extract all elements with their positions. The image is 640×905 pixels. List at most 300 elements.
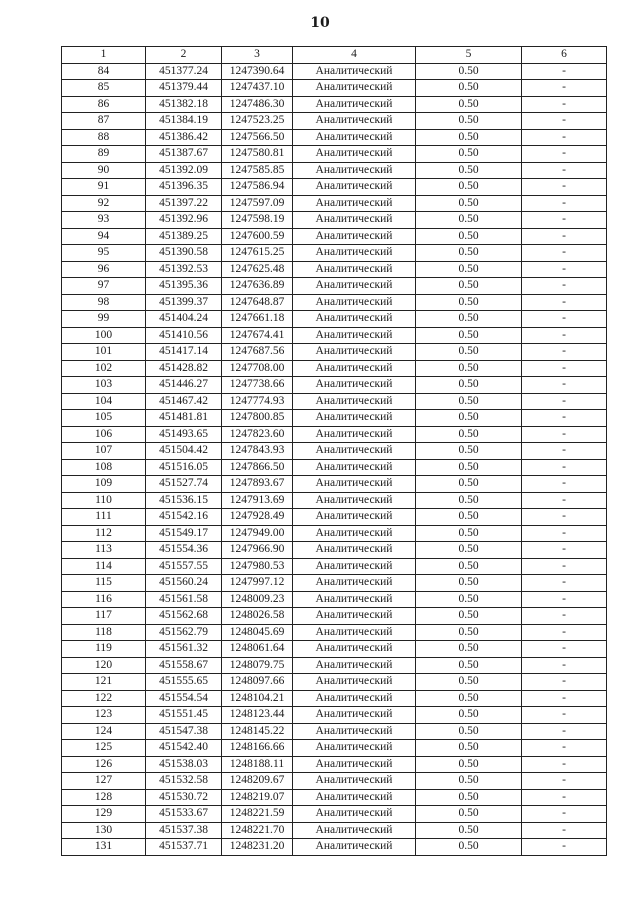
y-coordinate-cell: 1247997.12 xyxy=(222,575,293,592)
x-coordinate-cell: 451551.45 xyxy=(146,707,222,724)
y-coordinate-cell: 1247636.89 xyxy=(222,278,293,295)
x-coordinate-cell: 451558.67 xyxy=(146,657,222,674)
header-cell-1: 1 xyxy=(62,47,146,64)
point-number-cell: 115 xyxy=(62,575,146,592)
method-cell: Аналитический xyxy=(293,839,416,856)
table-row xyxy=(62,195,607,212)
method-cell: Аналитический xyxy=(293,96,416,113)
x-coordinate-cell: 451554.36 xyxy=(146,542,222,559)
note-cell: - xyxy=(522,740,607,757)
method-cell: Аналитический xyxy=(293,146,416,163)
table-row xyxy=(62,756,607,773)
header-cell-2: 2 xyxy=(146,47,222,64)
method-cell: Аналитический xyxy=(293,690,416,707)
method-cell: Аналитический xyxy=(293,113,416,130)
point-number-cell: 103 xyxy=(62,377,146,394)
point-number-cell: 104 xyxy=(62,393,146,410)
accuracy-cell: 0.50 xyxy=(416,690,522,707)
table-row xyxy=(62,525,607,542)
method-cell: Аналитический xyxy=(293,740,416,757)
x-coordinate-cell: 451561.58 xyxy=(146,591,222,608)
table-row xyxy=(62,261,607,278)
header-cell-5: 5 xyxy=(416,47,522,64)
method-cell: Аналитический xyxy=(293,674,416,691)
y-coordinate-cell: 1247585.85 xyxy=(222,162,293,179)
y-coordinate-cell: 1247625.48 xyxy=(222,261,293,278)
method-cell: Аналитический xyxy=(293,377,416,394)
method-cell: Аналитический xyxy=(293,657,416,674)
point-number-cell: 125 xyxy=(62,740,146,757)
point-number-cell: 85 xyxy=(62,80,146,97)
method-cell: Аналитический xyxy=(293,410,416,427)
note-cell: - xyxy=(522,129,607,146)
coordinates-table-container xyxy=(61,46,607,856)
note-cell: - xyxy=(522,377,607,394)
y-coordinate-cell: 1248188.11 xyxy=(222,756,293,773)
x-coordinate-cell: 451386.42 xyxy=(146,129,222,146)
y-coordinate-cell: 1247823.60 xyxy=(222,426,293,443)
y-coordinate-cell: 1247708.00 xyxy=(222,360,293,377)
note-cell: - xyxy=(522,822,607,839)
accuracy-cell: 0.50 xyxy=(416,179,522,196)
point-number-cell: 110 xyxy=(62,492,146,509)
point-number-cell: 116 xyxy=(62,591,146,608)
point-number-cell: 92 xyxy=(62,195,146,212)
accuracy-cell: 0.50 xyxy=(416,443,522,460)
note-cell: - xyxy=(522,410,607,427)
x-coordinate-cell: 451395.36 xyxy=(146,278,222,295)
y-coordinate-cell: 1247648.87 xyxy=(222,294,293,311)
table-row xyxy=(62,558,607,575)
y-coordinate-cell: 1248045.69 xyxy=(222,624,293,641)
point-number-cell: 86 xyxy=(62,96,146,113)
accuracy-cell: 0.50 xyxy=(416,294,522,311)
x-coordinate-cell: 451392.96 xyxy=(146,212,222,229)
accuracy-cell: 0.50 xyxy=(416,674,522,691)
table-row xyxy=(62,608,607,625)
note-cell: - xyxy=(522,344,607,361)
method-cell: Аналитический xyxy=(293,80,416,97)
x-coordinate-cell: 451399.37 xyxy=(146,294,222,311)
table-row xyxy=(62,129,607,146)
note-cell: - xyxy=(522,393,607,410)
note-cell: - xyxy=(522,657,607,674)
point-number-cell: 101 xyxy=(62,344,146,361)
point-number-cell: 88 xyxy=(62,129,146,146)
note-cell: - xyxy=(522,624,607,641)
accuracy-cell: 0.50 xyxy=(416,773,522,790)
y-coordinate-cell: 1248104.21 xyxy=(222,690,293,707)
table-row xyxy=(62,344,607,361)
note-cell: - xyxy=(522,509,607,526)
accuracy-cell: 0.50 xyxy=(416,96,522,113)
x-coordinate-cell: 451504.42 xyxy=(146,443,222,460)
table-row xyxy=(62,591,607,608)
table-row xyxy=(62,327,607,344)
accuracy-cell: 0.50 xyxy=(416,311,522,328)
method-cell: Аналитический xyxy=(293,443,416,460)
method-cell: Аналитический xyxy=(293,608,416,625)
table-header xyxy=(62,47,607,64)
method-cell: Аналитический xyxy=(293,63,416,80)
point-number-cell: 100 xyxy=(62,327,146,344)
table-row xyxy=(62,509,607,526)
note-cell: - xyxy=(522,558,607,575)
x-coordinate-cell: 451557.55 xyxy=(146,558,222,575)
x-coordinate-cell: 451554.54 xyxy=(146,690,222,707)
point-number-cell: 129 xyxy=(62,806,146,823)
x-coordinate-cell: 451561.32 xyxy=(146,641,222,658)
x-coordinate-cell: 451562.68 xyxy=(146,608,222,625)
accuracy-cell: 0.50 xyxy=(416,839,522,856)
accuracy-cell: 0.50 xyxy=(416,558,522,575)
point-number-cell: 94 xyxy=(62,228,146,245)
accuracy-cell: 0.50 xyxy=(416,63,522,80)
note-cell: - xyxy=(522,492,607,509)
accuracy-cell: 0.50 xyxy=(416,476,522,493)
note-cell: - xyxy=(522,294,607,311)
x-coordinate-cell: 451377.24 xyxy=(146,63,222,80)
table-row xyxy=(62,443,607,460)
point-number-cell: 127 xyxy=(62,773,146,790)
x-coordinate-cell: 451392.09 xyxy=(146,162,222,179)
method-cell: Аналитический xyxy=(293,278,416,295)
y-coordinate-cell: 1247598.19 xyxy=(222,212,293,229)
accuracy-cell: 0.50 xyxy=(416,575,522,592)
x-coordinate-cell: 451516.05 xyxy=(146,459,222,476)
table-row xyxy=(62,723,607,740)
y-coordinate-cell: 1247600.59 xyxy=(222,228,293,245)
note-cell: - xyxy=(522,426,607,443)
y-coordinate-cell: 1247687.56 xyxy=(222,344,293,361)
method-cell: Аналитический xyxy=(293,195,416,212)
x-coordinate-cell: 451379.44 xyxy=(146,80,222,97)
method-cell: Аналитический xyxy=(293,426,416,443)
point-number-cell: 97 xyxy=(62,278,146,295)
method-cell: Аналитический xyxy=(293,294,416,311)
method-cell: Аналитический xyxy=(293,542,416,559)
table-row xyxy=(62,476,607,493)
point-number-cell: 102 xyxy=(62,360,146,377)
note-cell: - xyxy=(522,179,607,196)
note-cell: - xyxy=(522,443,607,460)
note-cell: - xyxy=(522,591,607,608)
y-coordinate-cell: 1247597.09 xyxy=(222,195,293,212)
table-row xyxy=(62,311,607,328)
table-row xyxy=(62,773,607,790)
point-number-cell: 99 xyxy=(62,311,146,328)
point-number-cell: 126 xyxy=(62,756,146,773)
method-cell: Аналитический xyxy=(293,822,416,839)
y-coordinate-cell: 1247913.69 xyxy=(222,492,293,509)
table-row xyxy=(62,393,607,410)
method-cell: Аналитический xyxy=(293,476,416,493)
point-number-cell: 105 xyxy=(62,410,146,427)
y-coordinate-cell: 1248221.70 xyxy=(222,822,293,839)
x-coordinate-cell: 451481.81 xyxy=(146,410,222,427)
y-coordinate-cell: 1248123.44 xyxy=(222,707,293,724)
accuracy-cell: 0.50 xyxy=(416,212,522,229)
x-coordinate-cell: 451538.03 xyxy=(146,756,222,773)
y-coordinate-cell: 1247661.18 xyxy=(222,311,293,328)
y-coordinate-cell: 1247437.10 xyxy=(222,80,293,97)
note-cell: - xyxy=(522,707,607,724)
table-body xyxy=(62,63,607,855)
note-cell: - xyxy=(522,327,607,344)
table-row xyxy=(62,624,607,641)
accuracy-cell: 0.50 xyxy=(416,360,522,377)
accuracy-cell: 0.50 xyxy=(416,129,522,146)
x-coordinate-cell: 451417.14 xyxy=(146,344,222,361)
x-coordinate-cell: 451532.58 xyxy=(146,773,222,790)
point-number-cell: 112 xyxy=(62,525,146,542)
page-number: 10 xyxy=(310,15,330,31)
table-row xyxy=(62,575,607,592)
accuracy-cell: 0.50 xyxy=(416,789,522,806)
point-number-cell: 95 xyxy=(62,245,146,262)
method-cell: Аналитический xyxy=(293,723,416,740)
point-number-cell: 109 xyxy=(62,476,146,493)
y-coordinate-cell: 1247966.90 xyxy=(222,542,293,559)
method-cell: Аналитический xyxy=(293,327,416,344)
method-cell: Аналитический xyxy=(293,641,416,658)
note-cell: - xyxy=(522,146,607,163)
table-row xyxy=(62,162,607,179)
point-number-cell: 107 xyxy=(62,443,146,460)
accuracy-cell: 0.50 xyxy=(416,822,522,839)
y-coordinate-cell: 1248166.66 xyxy=(222,740,293,757)
y-coordinate-cell: 1248079.75 xyxy=(222,657,293,674)
accuracy-cell: 0.50 xyxy=(416,80,522,97)
y-coordinate-cell: 1247523.25 xyxy=(222,113,293,130)
method-cell: Аналитический xyxy=(293,591,416,608)
point-number-cell: 117 xyxy=(62,608,146,625)
point-number-cell: 118 xyxy=(62,624,146,641)
accuracy-cell: 0.50 xyxy=(416,624,522,641)
point-number-cell: 108 xyxy=(62,459,146,476)
accuracy-cell: 0.50 xyxy=(416,591,522,608)
point-number-cell: 128 xyxy=(62,789,146,806)
x-coordinate-cell: 451428.82 xyxy=(146,360,222,377)
y-coordinate-cell: 1247390.64 xyxy=(222,63,293,80)
table-row xyxy=(62,113,607,130)
y-coordinate-cell: 1248061.64 xyxy=(222,641,293,658)
y-coordinate-cell: 1247949.00 xyxy=(222,525,293,542)
point-number-cell: 96 xyxy=(62,261,146,278)
y-coordinate-cell: 1247586.94 xyxy=(222,179,293,196)
table-row xyxy=(62,377,607,394)
method-cell: Аналитический xyxy=(293,311,416,328)
note-cell: - xyxy=(522,525,607,542)
y-coordinate-cell: 1247800.85 xyxy=(222,410,293,427)
x-coordinate-cell: 451382.18 xyxy=(146,96,222,113)
method-cell: Аналитический xyxy=(293,707,416,724)
note-cell: - xyxy=(522,608,607,625)
note-cell: - xyxy=(522,113,607,130)
table-row xyxy=(62,690,607,707)
y-coordinate-cell: 1247843.93 xyxy=(222,443,293,460)
y-coordinate-cell: 1247738.66 xyxy=(222,377,293,394)
accuracy-cell: 0.50 xyxy=(416,278,522,295)
x-coordinate-cell: 451389.25 xyxy=(146,228,222,245)
table-row xyxy=(62,674,607,691)
accuracy-cell: 0.50 xyxy=(416,542,522,559)
accuracy-cell: 0.50 xyxy=(416,245,522,262)
y-coordinate-cell: 1248145.22 xyxy=(222,723,293,740)
method-cell: Аналитический xyxy=(293,575,416,592)
note-cell: - xyxy=(522,723,607,740)
point-number-cell: 123 xyxy=(62,707,146,724)
x-coordinate-cell: 451560.24 xyxy=(146,575,222,592)
y-coordinate-cell: 1247674.41 xyxy=(222,327,293,344)
x-coordinate-cell: 451390.58 xyxy=(146,245,222,262)
accuracy-cell: 0.50 xyxy=(416,740,522,757)
accuracy-cell: 0.50 xyxy=(416,228,522,245)
y-coordinate-cell: 1247774.93 xyxy=(222,393,293,410)
table-row xyxy=(62,822,607,839)
x-coordinate-cell: 451555.65 xyxy=(146,674,222,691)
method-cell: Аналитический xyxy=(293,344,416,361)
point-number-cell: 87 xyxy=(62,113,146,130)
accuracy-cell: 0.50 xyxy=(416,410,522,427)
x-coordinate-cell: 451392.53 xyxy=(146,261,222,278)
method-cell: Аналитический xyxy=(293,261,416,278)
x-coordinate-cell: 451387.67 xyxy=(146,146,222,163)
point-number-cell: 98 xyxy=(62,294,146,311)
note-cell: - xyxy=(522,674,607,691)
table-row xyxy=(62,360,607,377)
method-cell: Аналитический xyxy=(293,525,416,542)
y-coordinate-cell: 1247566.50 xyxy=(222,129,293,146)
accuracy-cell: 0.50 xyxy=(416,657,522,674)
accuracy-cell: 0.50 xyxy=(416,459,522,476)
point-number-cell: 111 xyxy=(62,509,146,526)
accuracy-cell: 0.50 xyxy=(416,344,522,361)
note-cell: - xyxy=(522,789,607,806)
x-coordinate-cell: 451396.35 xyxy=(146,179,222,196)
method-cell: Аналитический xyxy=(293,492,416,509)
accuracy-cell: 0.50 xyxy=(416,707,522,724)
y-coordinate-cell: 1248097.66 xyxy=(222,674,293,691)
table-row xyxy=(62,179,607,196)
note-cell: - xyxy=(522,261,607,278)
note-cell: - xyxy=(522,773,607,790)
accuracy-cell: 0.50 xyxy=(416,146,522,163)
note-cell: - xyxy=(522,162,607,179)
method-cell: Аналитический xyxy=(293,228,416,245)
note-cell: - xyxy=(522,459,607,476)
x-coordinate-cell: 451537.38 xyxy=(146,822,222,839)
header-row xyxy=(62,47,607,64)
point-number-cell: 114 xyxy=(62,558,146,575)
point-number-cell: 122 xyxy=(62,690,146,707)
note-cell: - xyxy=(522,476,607,493)
note-cell: - xyxy=(522,311,607,328)
y-coordinate-cell: 1248231.20 xyxy=(222,839,293,856)
coordinates-table xyxy=(61,46,607,856)
x-coordinate-cell: 451527.74 xyxy=(146,476,222,493)
x-coordinate-cell: 451536.15 xyxy=(146,492,222,509)
table-row xyxy=(62,707,607,724)
y-coordinate-cell: 1247866.50 xyxy=(222,459,293,476)
y-coordinate-cell: 1248219.07 xyxy=(222,789,293,806)
header-cell-3: 3 xyxy=(222,47,293,64)
table-row xyxy=(62,789,607,806)
x-coordinate-cell: 451562.79 xyxy=(146,624,222,641)
x-coordinate-cell: 451542.40 xyxy=(146,740,222,757)
note-cell: - xyxy=(522,212,607,229)
x-coordinate-cell: 451404.24 xyxy=(146,311,222,328)
method-cell: Аналитический xyxy=(293,129,416,146)
accuracy-cell: 0.50 xyxy=(416,492,522,509)
table-row xyxy=(62,492,607,509)
accuracy-cell: 0.50 xyxy=(416,393,522,410)
table-row xyxy=(62,245,607,262)
header-cell-6: 6 xyxy=(522,47,607,64)
y-coordinate-cell: 1248009.23 xyxy=(222,591,293,608)
note-cell: - xyxy=(522,690,607,707)
note-cell: - xyxy=(522,575,607,592)
method-cell: Аналитический xyxy=(293,393,416,410)
y-coordinate-cell: 1248209.67 xyxy=(222,773,293,790)
method-cell: Аналитический xyxy=(293,624,416,641)
accuracy-cell: 0.50 xyxy=(416,162,522,179)
table-row xyxy=(62,806,607,823)
note-cell: - xyxy=(522,96,607,113)
x-coordinate-cell: 451542.16 xyxy=(146,509,222,526)
point-number-cell: 131 xyxy=(62,839,146,856)
y-coordinate-cell: 1248221.59 xyxy=(222,806,293,823)
point-number-cell: 113 xyxy=(62,542,146,559)
method-cell: Аналитический xyxy=(293,245,416,262)
note-cell: - xyxy=(522,641,607,658)
table-row xyxy=(62,459,607,476)
table-row xyxy=(62,657,607,674)
accuracy-cell: 0.50 xyxy=(416,327,522,344)
x-coordinate-cell: 451549.17 xyxy=(146,525,222,542)
accuracy-cell: 0.50 xyxy=(416,806,522,823)
y-coordinate-cell: 1247580.81 xyxy=(222,146,293,163)
x-coordinate-cell: 451537.71 xyxy=(146,839,222,856)
accuracy-cell: 0.50 xyxy=(416,525,522,542)
point-number-cell: 130 xyxy=(62,822,146,839)
table-row xyxy=(62,96,607,113)
accuracy-cell: 0.50 xyxy=(416,723,522,740)
table-row xyxy=(62,542,607,559)
x-coordinate-cell: 451493.65 xyxy=(146,426,222,443)
x-coordinate-cell: 451533.67 xyxy=(146,806,222,823)
method-cell: Аналитический xyxy=(293,558,416,575)
table-row xyxy=(62,80,607,97)
y-coordinate-cell: 1247615.25 xyxy=(222,245,293,262)
header-cell-4: 4 xyxy=(293,47,416,64)
accuracy-cell: 0.50 xyxy=(416,509,522,526)
method-cell: Аналитический xyxy=(293,756,416,773)
point-number-cell: 90 xyxy=(62,162,146,179)
method-cell: Аналитический xyxy=(293,459,416,476)
y-coordinate-cell: 1247928.49 xyxy=(222,509,293,526)
method-cell: Аналитический xyxy=(293,773,416,790)
accuracy-cell: 0.50 xyxy=(416,641,522,658)
method-cell: Аналитический xyxy=(293,360,416,377)
point-number-cell: 119 xyxy=(62,641,146,658)
method-cell: Аналитический xyxy=(293,212,416,229)
accuracy-cell: 0.50 xyxy=(416,377,522,394)
note-cell: - xyxy=(522,278,607,295)
x-coordinate-cell: 451384.19 xyxy=(146,113,222,130)
table-row xyxy=(62,839,607,856)
note-cell: - xyxy=(522,195,607,212)
